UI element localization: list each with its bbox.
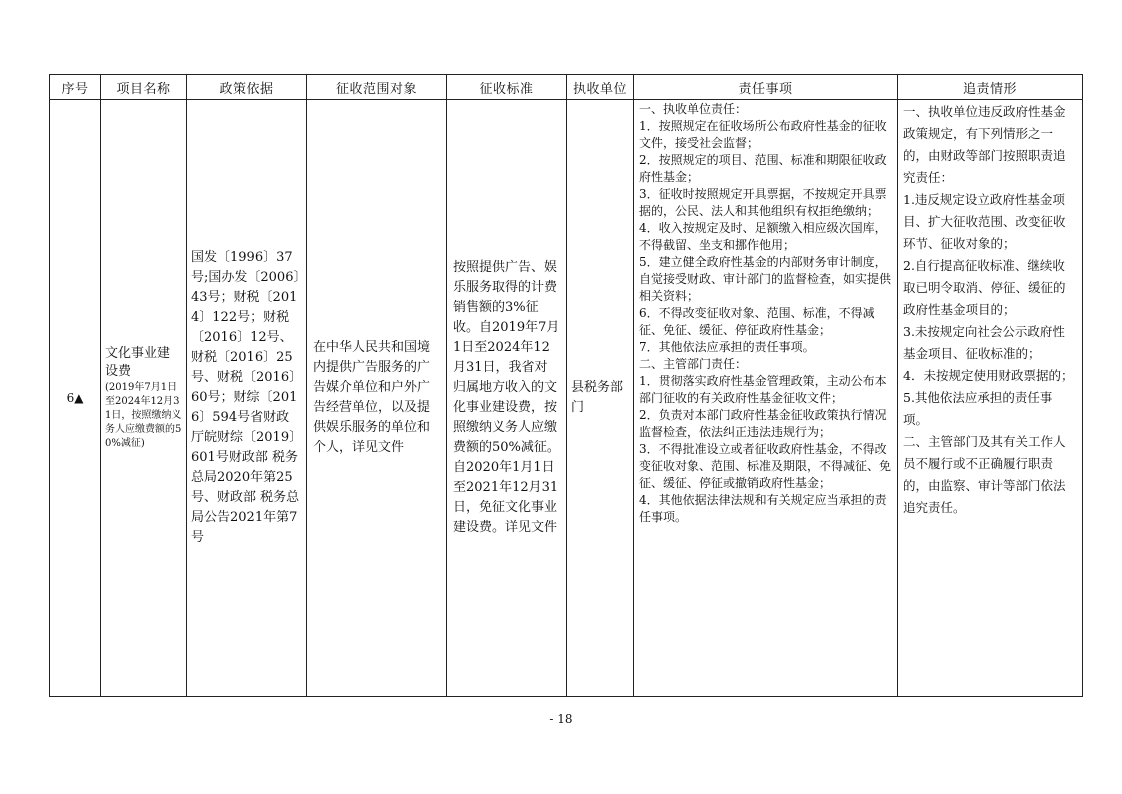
duty-item: 7．其他依法应承担的责任事项。 [639,340,815,354]
page-number: - 18 [549,712,573,726]
header-accountability: 追责情形 [898,75,1083,100]
accountability-item: 一、执收单位违反政府性基金政策规定，有下列情形之一的，由财政等部门按照职责追究责任： [903,104,1066,185]
cell-standard [447,100,567,697]
scope-text: 在中华人民共和国境内提供广告服务的广告媒介单位和户外广告经营单位，以及提供娱乐服务的单位和个人，详见文件 [313,340,431,455]
cell-duties [634,100,898,697]
cell-accountability [898,100,1083,697]
seq-number: 6▲ [66,390,84,405]
accountability-list [898,100,1082,520]
collecting-unit-text: 县税务部门 [571,380,624,415]
header-standard: 征收标准 [447,75,567,100]
project-name: 文化事业建设费 [105,346,171,379]
header-scope: 征收范围对象 [307,75,447,100]
accountability-item: 3.未按规定向社会公示政府性基金项目、征收标准的； [903,324,1065,361]
header-row [50,75,1083,100]
accountability-item: 4．未按规定使用财政票据的； [903,368,1074,383]
header-collecting-unit: 执收单位 [567,75,634,100]
duty-item: 4．收入按规定及时、足额缴入相应级次国库，不得截留、坐支和挪作他用； [639,221,887,252]
duty-item: 一、执收单位责任： [639,102,748,116]
cell-seq [50,100,101,697]
header-project-name: 项目名称 [101,75,187,100]
accountability-item: 2.自行提高征收标准、继续收取已明令取消、停征、缓征的政府性基金项目的； [903,258,1066,317]
accountability-item: 1.违反规定设立政府性基金项目、扩大征收范围、改变征收环节、征收对象的； [903,192,1066,251]
policy-table [49,74,1083,697]
duty-item: 1．按照规定在征收场所公布政府性基金的征收文件，接受社会监督； [639,119,887,150]
duty-item: 3．征收时按照规定开具票据，不按规定开具票据的，公民、法人和其他组织有权拒绝缴纳； [639,187,887,218]
cell-policy-basis [187,100,307,697]
duty-item: 6．不得改变征收对象、范围、标准，不得减征、免征、缓征、停征政府性基金； [639,306,875,337]
header-policy-basis: 政策依据 [187,75,307,100]
duty-item: 2．负责对本部门政府性基金征收政策执行情况监督检查，依法纠正违法违规行为； [639,408,887,439]
header-duties: 责任事项 [634,75,898,100]
duty-item: 4．其他依据法律法规和有关规定应当承担的责任事项。 [639,493,887,524]
policy-basis-text: 国发〔1996〕37号;国办发〔2006〕43号；财税〔2014〕122号；财税〔2016〕12号、财税〔2016〕25号、财税〔2016〕60号；财综〔2016〕594号省财政厅皖财综〔2019〕601号财政部 税务总局2020年第25号、财政部 税务总局公告2021年第7号 [191,250,300,545]
duty-item: 2．按照规定的项目、范围、标准和期限征收政府性基金； [639,153,887,184]
table-row [50,100,1083,697]
duty-item: 5．建立健全政府性基金的内部财务审计制度，自觉接受财政、审计部门的监督检查，如实提供相关资料； [639,255,892,303]
header-seq: 序号 [50,75,101,100]
cell-project-name [101,100,187,697]
accountability-item: 二、主管部门及其有关工作人员不履行或不正确履行职责的，由监察、审计等部门依法追究责任。 [903,434,1066,515]
accountability-item: 5.其他依法应承担的责任事项。 [903,390,1053,427]
cell-scope [307,100,447,697]
project-name-note: (2019年7月1日至2024年12月31日，按照缴纳义务人应缴费额的50%减征) [105,382,182,449]
standard-text: 按照提供广告、娱乐服务取得的计费销售额的3%征收。自2019年7月1日至2024年12月31日，我省对归属地方收入的文化事业建设费，按照缴纳义务人应缴费额的50%减征。自2020年1月1日至2021年12月31日，免征文化事业建设费。详见文件 [453,260,560,535]
duty-item: 1．贯彻落实政府性基金管理政策，主动公布本部门征收的有关政府性基金征收文件； [639,374,887,405]
duties-list [634,100,897,527]
duty-item: 二、主管部门责任： [639,357,748,371]
cell-collecting-unit [567,100,634,697]
duty-item: 3．不得批准设立或者征收政府性基金，不得改变征收对象、范围、标准及期限，不得减征、免征、缓征、停征或撤销政府性基金； [639,442,892,490]
